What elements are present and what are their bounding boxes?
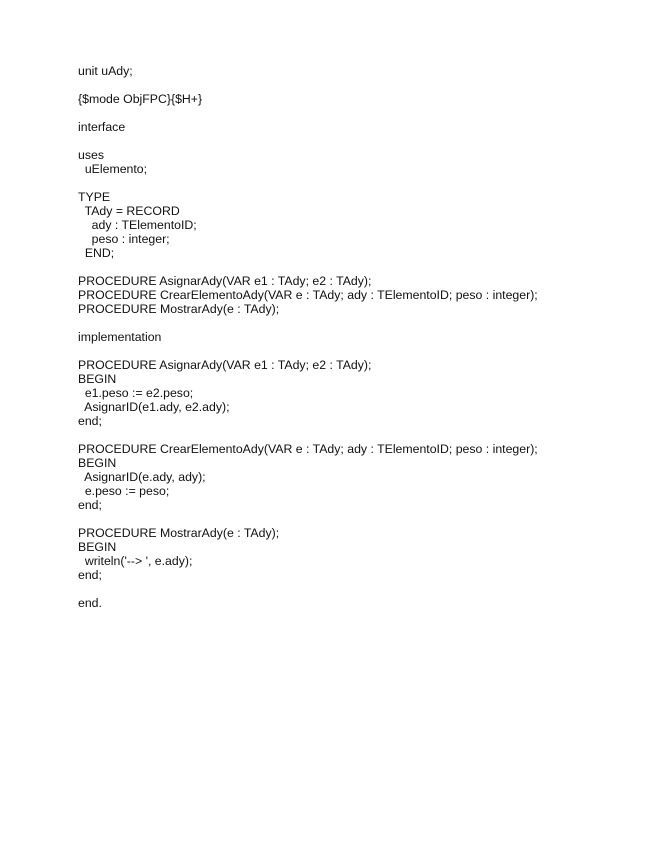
code-line: uses bbox=[78, 148, 104, 162]
code-line: peso : integer; bbox=[78, 232, 170, 246]
code-line: ady : TElementoID; bbox=[78, 218, 197, 232]
code-line: PROCEDURE MostrarAdy(e : TAdy); bbox=[78, 302, 280, 316]
code-line bbox=[78, 78, 638, 92]
code-line: uElemento; bbox=[78, 162, 148, 176]
code-line: end; bbox=[78, 414, 102, 428]
code-line: end; bbox=[78, 568, 102, 582]
code-line: PROCEDURE AsignarAdy(VAR e1 : TAdy; e2 : TAdy); bbox=[78, 358, 372, 372]
code-line: PROCEDURE CrearElementoAdy(VAR e : TAdy; ady : TElementoID; peso : integer); bbox=[78, 288, 538, 302]
code-line bbox=[78, 428, 638, 442]
code-line: e1.peso := e2.peso; bbox=[78, 386, 194, 400]
code-line: e.peso := peso; bbox=[78, 484, 170, 498]
code-line: end. bbox=[78, 596, 102, 610]
code-line: PROCEDURE MostrarAdy(e : TAdy); bbox=[78, 526, 280, 540]
code-line: PROCEDURE CrearElementoAdy(VAR e : TAdy; ady : TElementoID; peso : integer); bbox=[78, 442, 538, 456]
code-line bbox=[78, 512, 638, 526]
code-line: end; bbox=[78, 498, 102, 512]
code-line bbox=[78, 344, 638, 358]
code-line: {$mode ObjFPC}{$H+} bbox=[78, 92, 203, 106]
code-line: writeln('--> ', e.ady); bbox=[78, 554, 193, 568]
code-line: interface bbox=[78, 120, 126, 134]
code-line bbox=[78, 176, 638, 190]
code-line bbox=[78, 582, 638, 596]
code-line: implementation bbox=[78, 330, 162, 344]
code-line bbox=[78, 260, 638, 274]
code-line: unit uAdy; bbox=[78, 64, 133, 78]
code-line: END; bbox=[78, 246, 115, 260]
code-line bbox=[78, 316, 638, 330]
code-line: BEGIN bbox=[78, 456, 117, 470]
code-line: BEGIN bbox=[78, 372, 117, 386]
code-line: TAdy = RECORD bbox=[78, 204, 180, 218]
code-listing bbox=[78, 64, 638, 610]
code-line: AsignarID(e.ady, ady); bbox=[78, 470, 206, 484]
code-line bbox=[78, 134, 638, 148]
code-line bbox=[78, 106, 638, 120]
code-line: PROCEDURE AsignarAdy(VAR e1 : TAdy; e2 : TAdy); bbox=[78, 274, 372, 288]
code-line: BEGIN bbox=[78, 540, 117, 554]
code-line: AsignarID(e1.ady, e2.ady); bbox=[78, 400, 230, 414]
code-line: TYPE bbox=[78, 190, 111, 204]
